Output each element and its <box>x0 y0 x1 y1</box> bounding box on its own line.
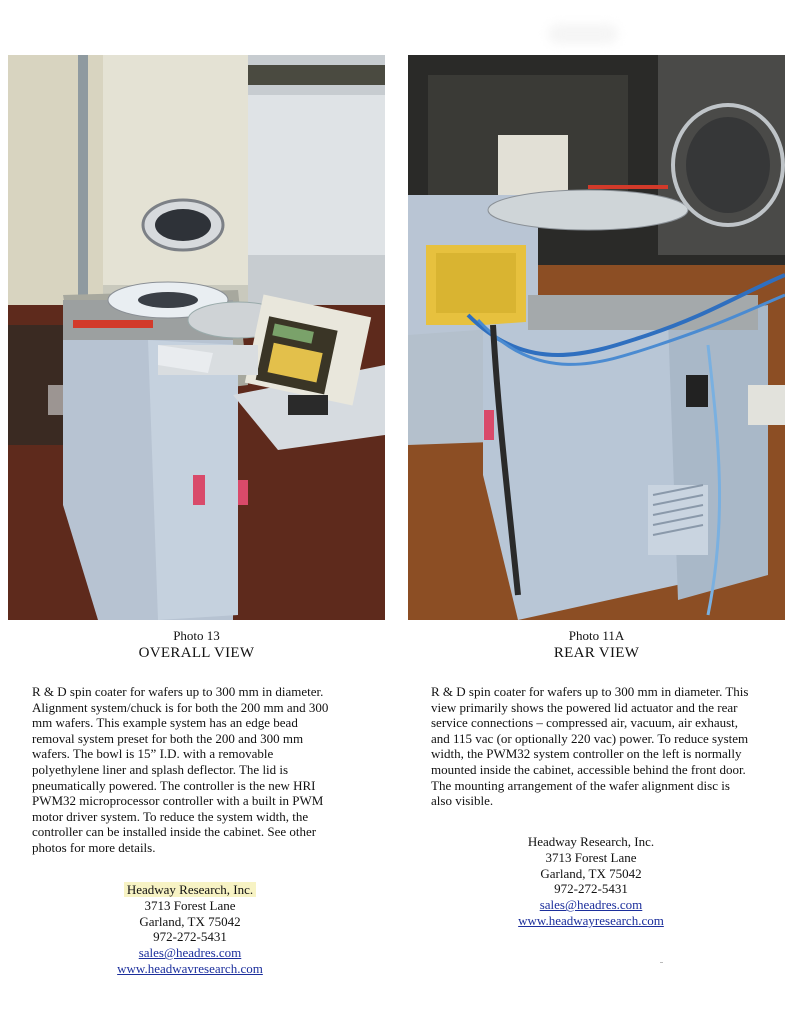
scan-smudge <box>548 24 618 44</box>
left-company-name: Headway Research, Inc. <box>124 882 256 897</box>
right-street: 3713 Forest Lane <box>545 849 637 865</box>
right-company-name: Headway Research, Inc. <box>527 834 655 849</box>
right-photo-title: REAR VIEW <box>553 645 640 661</box>
right-phone: 972-272-5431 <box>554 881 628 897</box>
photo-overall-view <box>8 55 385 620</box>
right-city: Garland, TX 75042 <box>540 865 642 881</box>
left-contact-block <box>90 882 290 977</box>
left-website-link[interactable]: www.headwavresearch.com <box>117 960 263 976</box>
scan-speck <box>660 962 663 963</box>
left-description: R & D spin coater for wafers up to 300 mm in diameter. Alignment system/chuck is for both the 200 mm and 300 mm wafers. This example system has an edge bead removal system preset for both the 200 and 300 mm wafers. The bowl is 15” I.D. with a removable polyethylene liner and splash deflector. The lid is pneumatically powered. The controller is the new HRI PWM32 microprocessor controller with a built in PWM motor driver system. To reduce the system width, the controller can be installed inside the cabinet. See other photos for more details. <box>32 684 329 855</box>
right-email-link[interactable]: sales@headres.com <box>539 897 643 913</box>
left-city: Garland, TX 75042 <box>139 913 241 929</box>
right-description: R & D spin coater for wafers up to 300 mm in diameter. This view primarily shows the powered lid actuator and the rear service connections – compressed air, vacuum, air exhaust, and 115 vac (or optionally 220 vac) power. To reduce system width, the PWM32 system controller on the left is normally mounted inside the cabinet, accessible behind the front door. The mounting arrangement of the wafer alignment disc is also visible. <box>431 684 749 809</box>
left-street: 3713 Forest Lane <box>144 897 236 913</box>
left-phone: 972-272-5431 <box>153 929 227 945</box>
right-photo-number: Photo 11A <box>568 628 625 643</box>
left-photo-number: Photo 13 <box>173 628 220 643</box>
right-contact-block <box>491 834 691 929</box>
left-photo-title: OVERALL VIEW <box>138 645 255 661</box>
right-website-link[interactable]: www.headwayresearch.com <box>518 912 664 928</box>
left-email-link[interactable]: sales@headres.com <box>138 945 242 961</box>
photo-rear-view <box>408 55 785 620</box>
